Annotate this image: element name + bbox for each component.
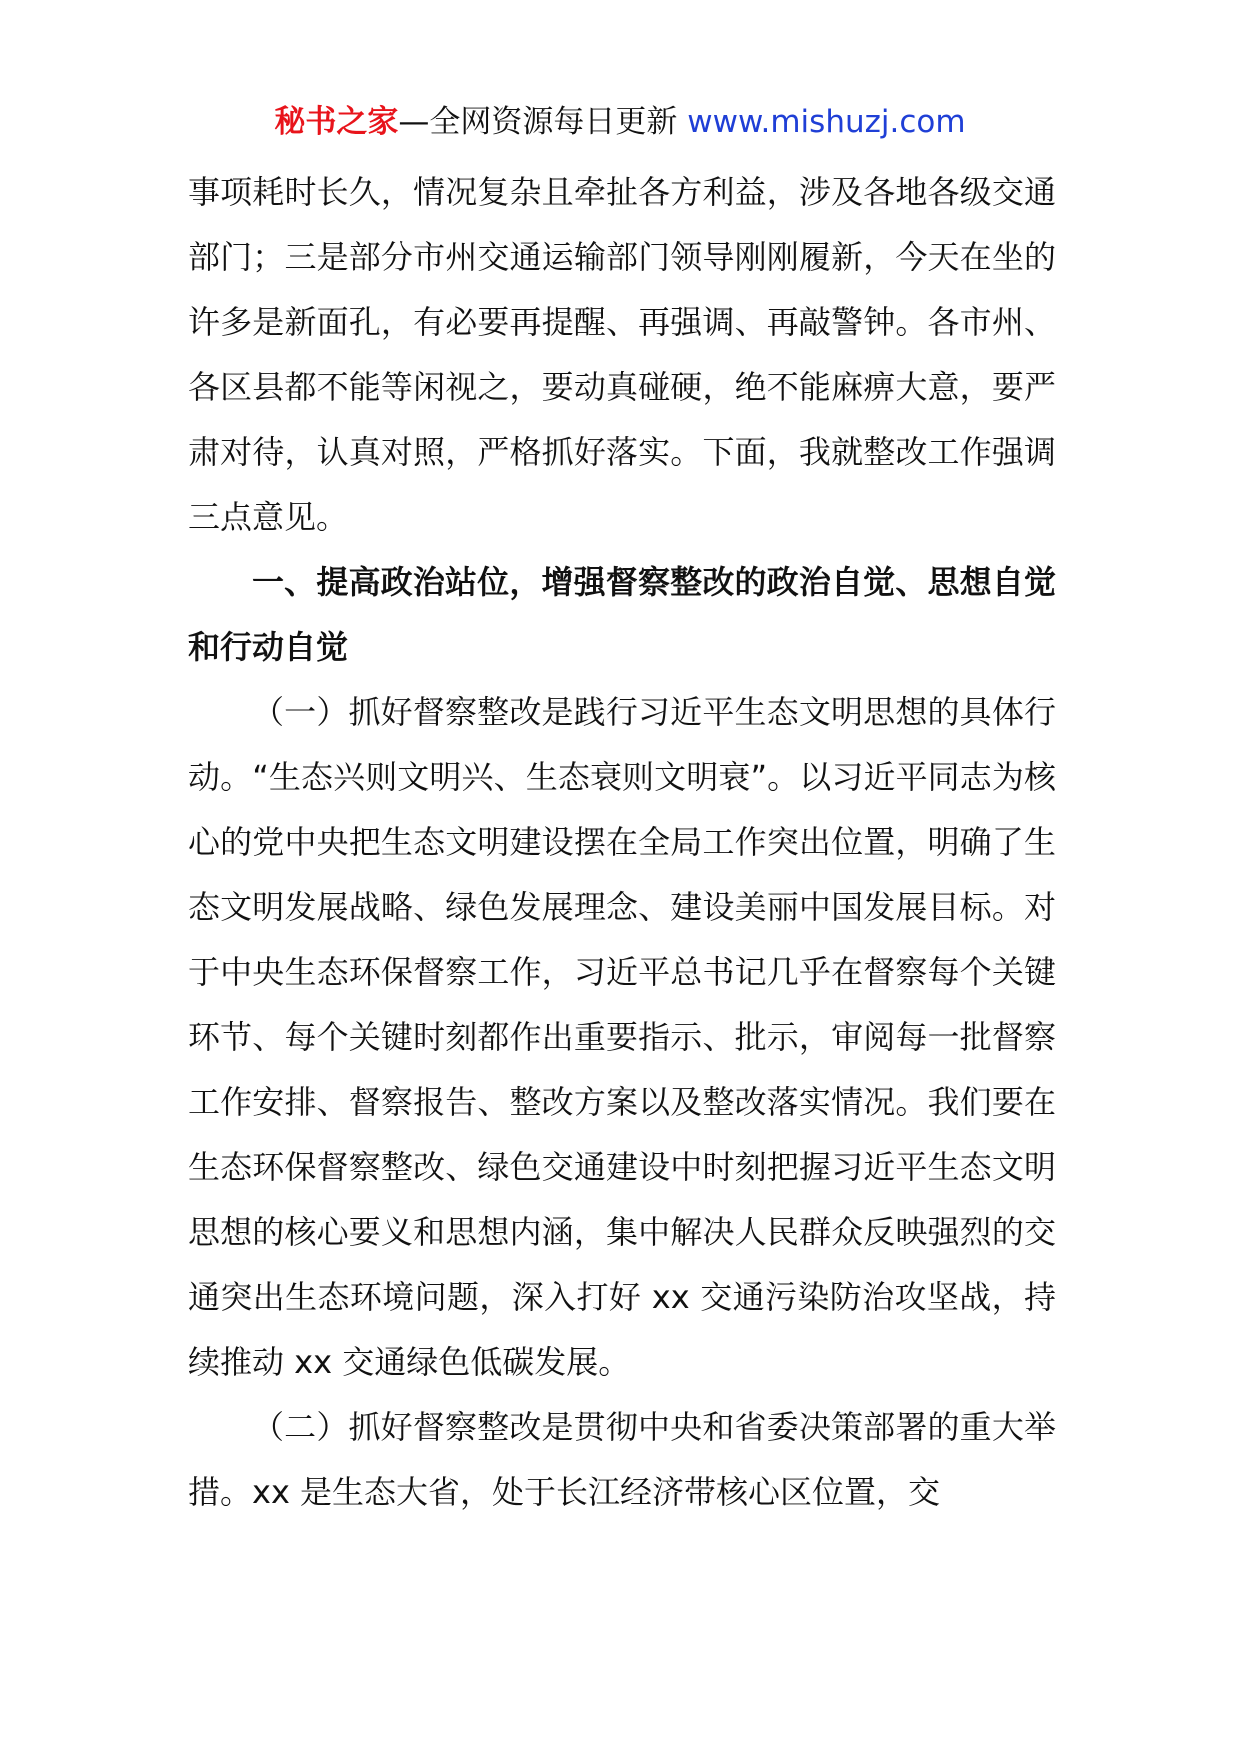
- section-heading-1: 一、提高政治站位，增强督察整改的政治自觉、思想自觉和行动自觉: [188, 563, 1056, 666]
- paragraph-continuation: 事项耗时长久，情况复杂且牵扯各方利益，涉及各地各级交通部门；三是部分市州交通运输部门领导刚刚履新，今天在坐的许多是新面孔，有必要再提醒、再强调、再敲警钟。各市州、各区县都不能等闲视之，要动真碰硬，绝不能麻痹大意，要严肃对待，认真对照，严格抓好落实。下面，我就整改工作强调三点意见。: [188, 173, 1056, 536]
- site-url-link[interactable]: www.mishuzj.com: [687, 104, 966, 140]
- paragraph-subsection-2: （二）抓好督察整改是贯彻中央和省委决策部署的重大举措。xx 是生态大省，处于长江经济带核心区位置，交: [188, 1408, 1056, 1511]
- site-slogan: —全网资源每日更新: [398, 104, 678, 140]
- paragraph-subsection-1: （一）抓好督察整改是践行习近平生态文明思想的具体行动。“生态兴则文明兴、生态衰则文明衰”。以习近平同志为核心的党中央把生态文明建设摆在全局工作突出位置，明确了生态文明发展战略、绿色发展理念、建设美丽中国发展目标。对于中央生态环保督察工作，习近平总书记几乎在督察每个关键环节、每个关键时刻都作出重要指示、批示，审阅每一批督察工作安排、督察报告、整改方案以及整改落实情况。我们要在生态环保督察整改、绿色交通建设中时刻把握习近平生态文明思想的核心要义和思想内涵，集中解决人民群众反映强烈的交通突出生态环境问题，深入打好 xx 交通污染防治攻坚战，持续推动 xx 交通绿色低碳发展。: [188, 693, 1056, 1381]
- page-header: [0, 100, 1240, 144]
- document-body: [188, 160, 1056, 1525]
- site-brand: 秘书之家: [274, 104, 399, 140]
